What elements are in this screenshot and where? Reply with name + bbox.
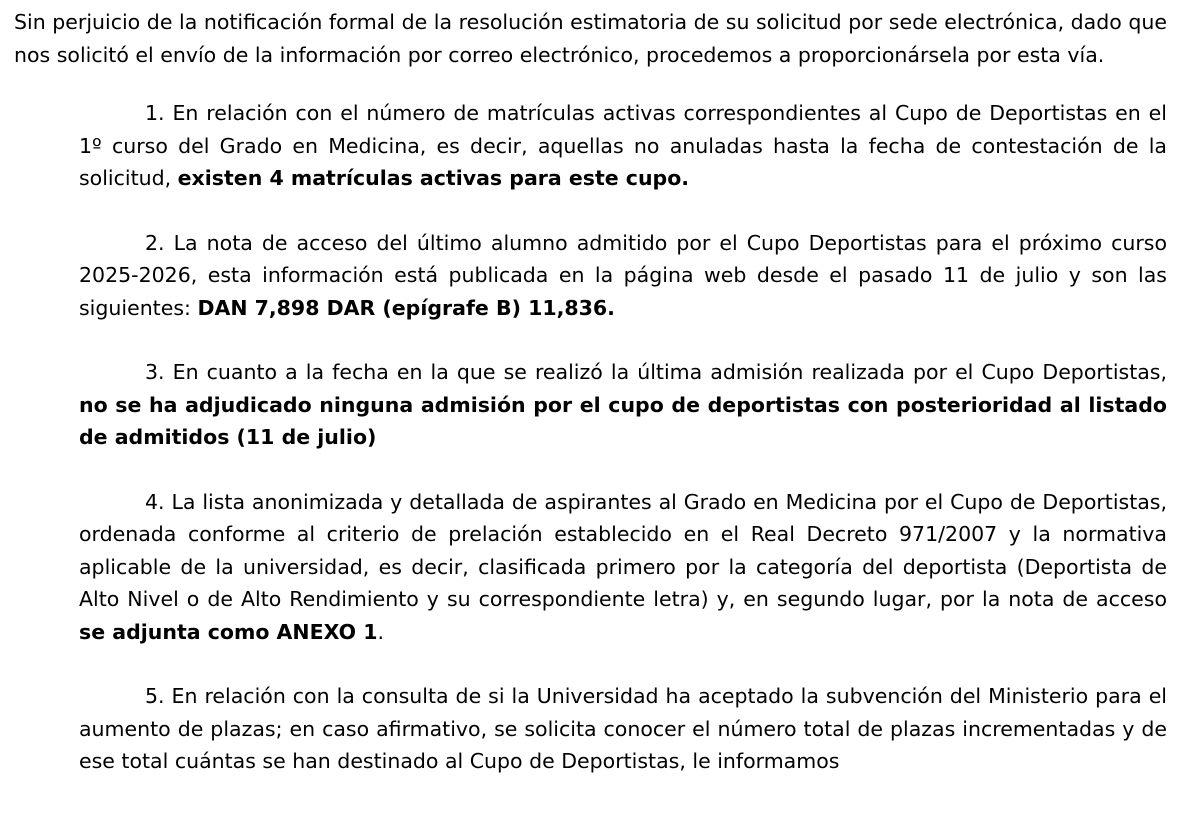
list-item-5 (79, 680, 1167, 778)
list-item-text: 3. En cuanto a la fecha en la que se realizó la última admisión realizada por el Cupo Deportistas, (145, 360, 1167, 384)
list-item-text: 2. La nota de acceso del último alumno admitido por el Cupo Deportistas para el próximo curso 2025-2026, esta información está publicada en la página web desde el pasado 11 de julio y son las siguientes: (79, 230, 1167, 320)
list-item-2 (79, 227, 1167, 325)
list-item-bold-text: no se ha adjudicado ninguna admisión por el cupo de deportistas con posterioridad al listado de admitidos (11 de julio) (79, 392, 1167, 449)
list-item-3 (79, 356, 1167, 454)
list-item-text: 1. En relación con el número de matrículas activas correspondientes al Cupo de Deportistas en el 1º curso del Grado en Medicina, es decir, aquellas no anuladas hasta la fecha de contestación de la solicitud, (79, 101, 1167, 190)
list-item-4 (79, 486, 1167, 649)
intro-paragraph: Sin perjuicio de la notificación formal de la resolución estimatoria de su solicitud por sede electrónica, dado que nos solicitó el envío de la información por correo electrónico, procedemos a proporcionársela por esta vía. (14, 10, 1167, 67)
list-item-1 (79, 97, 1167, 195)
list-item-text: 5. En relación con la consulta de si la Universidad ha aceptado la subvención del Ministerio para el aumento de plazas; en caso afirmativo, se solicita conocer el número total de plazas incrementadas y de ese total cuántas se han destinado al Cupo de Deportistas, le informamos (79, 684, 1167, 773)
list-item-bold-text: DAN 7,898 DAR (epígrafe B) 11,836. (197, 295, 615, 320)
list-item-bold-text: existen 4 matrículas activas para este cupo. (177, 166, 690, 190)
list-item-bold-text: se adjunta como ANEXO 1 (79, 619, 378, 644)
list-item-after-text: . (377, 619, 385, 644)
list-item-text: 4. La lista anonimizada y detallada de aspirantes al Grado en Medicina por el Cupo de Deportistas, ordenada conforme al criterio de prelación establecido en el Real Decreto 971/2007 y la normativa aplicable de la universidad, es decir, clasificada primero por la categoría del deportista (Deportista de Alto Nivel o de Alto Rendimiento y su correspondiente letra) y, en segundo lugar, por la nota de acceso (79, 489, 1167, 611)
